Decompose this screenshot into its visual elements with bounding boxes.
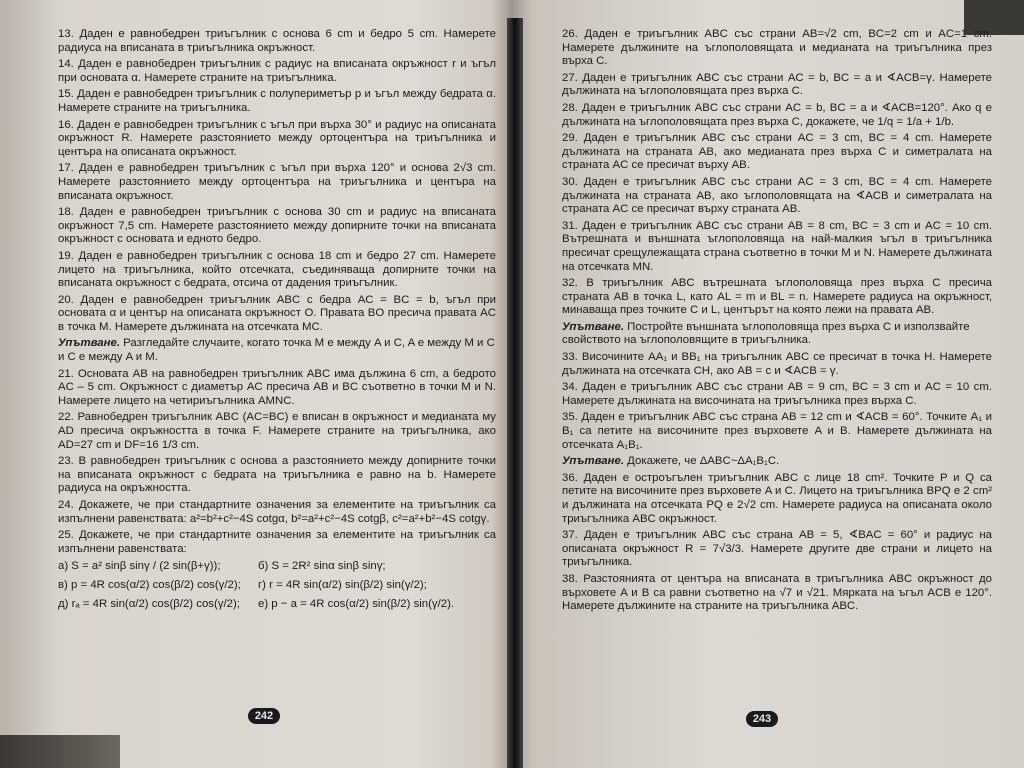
problem-32: 32. В триъгълник ABC вътрешната ъглополовяща през върха C пресича страната AB в точка L, като AL = m и BL = n. Намерете радиуса на окръжност, минаваща през точките C и L, центърът на която лежи на правата AB. bbox=[562, 277, 992, 317]
problem-38: 38. Разстоянията от центъра на вписаната в триъгълника ABC окръжност до върховете A и B са равни съответно на √7 и √21. Мярката на ъгъл ACB е 120°. Намерете дължините на страните на триъгълника ABC. bbox=[562, 572, 992, 613]
problem-22: 22. Равнобедрен триъгълник ABC (AC=BC) е вписан в окръжност и медианата му AD пресича окръжността в точка F. Намерете страните на триъгълника, ако AD=27 cm и DF=16 1/3 cm. bbox=[58, 411, 496, 451]
hint-32 bbox=[562, 321, 992, 348]
problem-18: 18. Даден е равнобедрен триъгълник с основа 30 cm и радиус на вписаната окръжност 7,5 cm. Намерете разстоянието между допирните точки на вписаната окръжност с основата и едното бедро. bbox=[58, 206, 496, 246]
page-number-right: 243 bbox=[746, 711, 778, 727]
hint-label: Упътване. bbox=[58, 337, 121, 350]
option-g: г) r = 4R sin(α/2) sin(β/2) sin(γ/2); bbox=[258, 578, 427, 591]
option-b: б) S = 2R² sinα sinβ sinγ; bbox=[258, 560, 386, 573]
problem-26: 26. Даден е триъгълник ABC със страни AB=√2 cm, BC=2 cm и AC=1 cm. Намерете дължините на ъглополовящата и медианата на триъгълника през върха C. bbox=[562, 28, 992, 68]
problem-31: 31. Даден е триъгълник ABC със страни AB = 8 cm, BC = 3 cm и AC = 10 cm. Вътрешната и външната ъглополовяща на най-малкия ъгъл в триъгълника пресичат срещулежащата страна съответно в точки M и N. Намерете дължината на отсечката MN. bbox=[562, 219, 992, 273]
book-spine bbox=[507, 18, 523, 768]
problem-30: 30. Даден е триъгълник ABC със страни AC = 3 cm, BC = 4 cm. Намерете дължината на страната AB, ако ъглополовящата на ∢ACB и симетралата на страната AC се пресичат върху страната AB. bbox=[562, 175, 992, 216]
problem-16: 16. Даден е равнобедрен триъгълник с ъгъл при върха 30° и радиус на описаната окръжност R. Намерете разстоянието между ортоцентъра на триъгълника и центъра на описаната окръжност. bbox=[58, 118, 496, 158]
problem-27: 27. Даден е триъгълник ABC със страни AC = b, BC = a и ∢ACB=γ. Намерете дължината на ъглополовящата през върха C. bbox=[562, 71, 992, 98]
option-a: а) S = a² sinβ sinγ / (2 sin(β+γ)); bbox=[58, 560, 221, 573]
problem-37: 37. Даден е триъгълник ABC със страна AB = 5, ∢BAC = 60° и радиус на описаната окръжност R = 7√3/3. Намерете другите две страни и лицето на триъгълника. bbox=[562, 529, 992, 569]
hint-text: Постройте външната ъглополовяща през върха C и използвайте свойството на ъглополовящите в триъгълника. bbox=[562, 320, 970, 347]
problem-28: 28. Даден е триъгълник ABC със страни AC = b, BC = a и ∢ACB=120°. Ако q е дължината на ъглополовящата през върха C, докажете, че 1/q = 1/a + 1/b. bbox=[562, 101, 992, 128]
hint-text: Разгледайте случаите, когато точка M е между A и C, A е между M и C и C е между A и M. bbox=[58, 337, 495, 364]
problem-25-options bbox=[58, 560, 496, 611]
background-edge bbox=[0, 735, 120, 768]
problem-34: 34. Даден е триъгълник ABC със страни AB = 9 cm, BC = 3 cm и AC = 10 cm. Намерете дължината на височината на триъгълника през върха C. bbox=[562, 381, 992, 407]
option-d: д) rₐ = 4R sin(α/2) cos(β/2) cos(γ/2); bbox=[58, 597, 240, 610]
problem-19: 19. Даден е равнобедрен триъгълник с основа 18 cm и бедро 27 cm. Намерете лицето на триъгълника, който отсечката, съединяваща допирните точки на вписаната окръжност с бедрата, отсича от дадения триъгълник. bbox=[58, 249, 496, 290]
problem-35: 35. Даден е триъгълник ABC със страна AB = 12 cm и ∢ACB = 60°. Точките A₁ и B₁ са петите на височините през върховете A и B. Намерете дължината на отсечката A₁B₁. bbox=[562, 411, 992, 451]
hint-35 bbox=[562, 455, 992, 469]
hint-label: Упътване. bbox=[562, 320, 625, 333]
option-e: е) p − a = 4R cos(α/2) sin(β/2) sin(γ/2). bbox=[258, 597, 455, 610]
problem-13: 13. Даден е равнобедрен триъгълник с основа 6 cm и бедро 5 cm. Намерете радиуса на вписаната в триъгълника окръжност. bbox=[58, 28, 496, 54]
problem-33: 33. Височините AA₁ и BB₁ на триъгълник ABC се пресичат в точка H. Намерете дължината на отсечката CH, ако AB = c и ∢ACB = γ. bbox=[562, 351, 992, 377]
problem-36: 36. Даден е остроъгълен триъгълник ABC с лице 18 cm². Точките P и Q са петите на височините през върховете A и C. Лицето на триъгълника BPQ е 2 cm² и дължината на отсечката PQ е 2√2 cm. Намерете радиуса на описаната около триъгълника ABC окръжност. bbox=[562, 471, 992, 525]
page-number-left: 242 bbox=[248, 708, 280, 724]
problem-17: 17. Даден е равнобедрен триъгълник с ъгъл при върха 120° и основа 2√3 cm. Намерете разстоянието между ортоцентъра на триъгълника и центъра на вписаната окръжност. bbox=[58, 162, 496, 202]
problem-25: 25. Докажете, че при стандартните означения за елементите на триъгълник са изпълнени равенствата: bbox=[58, 529, 496, 555]
problem-24: 24. Докажете, че при стандартните означения за елементите на триъгълник са изпълнени равенствата: a²=b²+c²−4S cotgα, b²=a²+c²−4S cotgβ, c²=a²+b²−4S cotgγ. bbox=[58, 499, 496, 525]
hint-20 bbox=[58, 337, 496, 364]
hint-text: Докажете, че ΔABC~ΔA₁B₁C. bbox=[624, 455, 780, 468]
problem-23: 23. В равнобедрен триъгълник с основа a разстоянието между допирните точки на вписаната окръжност с бедрата на триъгълника е равно на b. Намерете радиуса на окръжността. bbox=[58, 455, 496, 495]
problem-29: 29. Даден е триъгълник ABC със страни AC = 3 cm, BC = 4 cm. Намерете дължината на страната AB, ако медианата през върха C и симетралата на страната AC се пресичат върху AB. bbox=[562, 132, 992, 172]
problem-14: 14. Даден е равнобедрен триъгълник с радиус на вписаната окръжност r и ъгъл при основата α. Намерете страните на триъгълника. bbox=[58, 58, 496, 84]
option-v: в) p = 4R cos(α/2) cos(β/2) cos(γ/2); bbox=[58, 578, 241, 591]
left-page bbox=[58, 28, 496, 611]
hint-label: Упътване. bbox=[562, 455, 625, 468]
problem-20: 20. Даден е равнобедрен триъгълник ABC с бедра AC = BC = b, ъгъл при основата α и център на описаната окръжност O. Правата BO пресича правата AC в точка M. Намерете дължината на отсечката MC. bbox=[58, 293, 496, 333]
problem-15: 15. Даден е равнобедрен триъгълник с полупериметър p и ъгъл между бедрата α. Намерете страните на триъгълника. bbox=[58, 88, 496, 114]
right-page bbox=[562, 28, 992, 617]
problem-21: 21. Основата AB на равнобедрен триъгълник ABC има дължина 6 cm, а бедрото AC – 5 cm. Окръжност с диаметър AC пресича AB и BC съответно в точки M и N. Намерете лицето на четириъгълника AMNC. bbox=[58, 367, 496, 407]
